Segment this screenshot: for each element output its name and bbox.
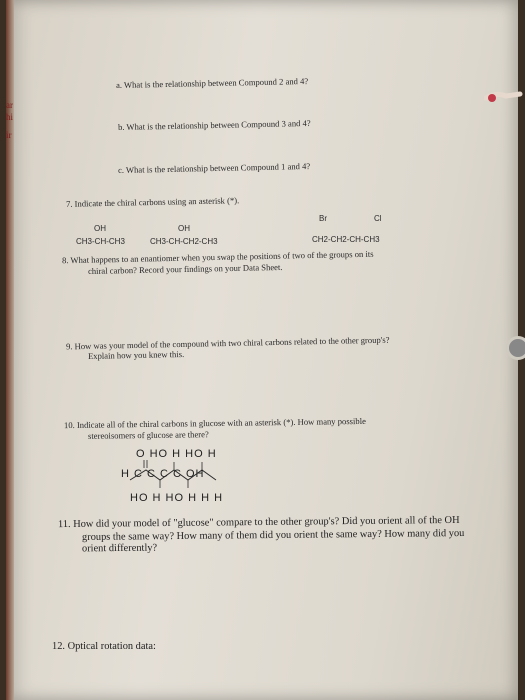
question-9-line-1: 9. How was your model of the compound with two chiral carbons related to the other group's? (65, 334, 390, 352)
structure-3-chain: CH2-CH2-CH-CH3 (312, 235, 380, 244)
question-11-line-3: orient differently? (81, 542, 158, 555)
structure-3-bromo: Br (319, 214, 327, 223)
question-a: a. What is the relationship between Compound 2 and 4? (115, 75, 309, 91)
structure-2-substituent: OH (178, 224, 190, 233)
binder-ring-icon (506, 336, 525, 360)
edge-fragment: ar (6, 100, 13, 110)
structure-1-substituent: OH (94, 224, 106, 233)
binder-clip-icon (484, 88, 524, 108)
edge-fragment: ir (6, 130, 12, 140)
glucose-bottom-row: HO H HO H H H (130, 492, 224, 504)
question-12: 12. Optical rotation data: (52, 641, 156, 652)
question-10-line-1: 10. Indicate all of the chiral carbons in glucose with an asterisk (*). How many possible (63, 415, 366, 431)
question-11-line-1: 11. How did your model of "glucose" compare to the other group's? Did you orient all of the OH (57, 514, 460, 531)
question-7: 7. Indicate the chiral carbons using an asterisk (*). (65, 195, 240, 209)
glucose-top-row: O HO H HO H (136, 448, 217, 460)
question-11-line-2: groups the same way? How many of them did you orient the same way? How many did you (81, 527, 465, 544)
structure-2-chain: CH3-CH-CH2-CH3 (150, 237, 218, 246)
question-b: b. What is the relationship between Compound 3 and 4? (117, 117, 311, 133)
question-8-line-1: 8. What happens to an enantiomer when you swap the positions of two of the groups on its (61, 248, 374, 266)
question-8-line-2: chiral carbon? Record your findings on your Data Sheet. (87, 261, 283, 277)
glucose-carbon-chain: H C C C C OH (121, 468, 205, 480)
worksheet-page (6, 0, 518, 700)
edge-fragment: hi (6, 112, 14, 122)
structure-1-chain: CH3-CH-CH3 (76, 237, 125, 246)
question-10-line-2: stereoisomers of glucose are there? (87, 429, 209, 441)
structure-3-chloro: Cl (374, 214, 382, 223)
question-c: c. What is the relationship between Compound 1 and 4? (117, 160, 311, 176)
question-9-line-2: Explain how you knew this. (87, 348, 185, 362)
